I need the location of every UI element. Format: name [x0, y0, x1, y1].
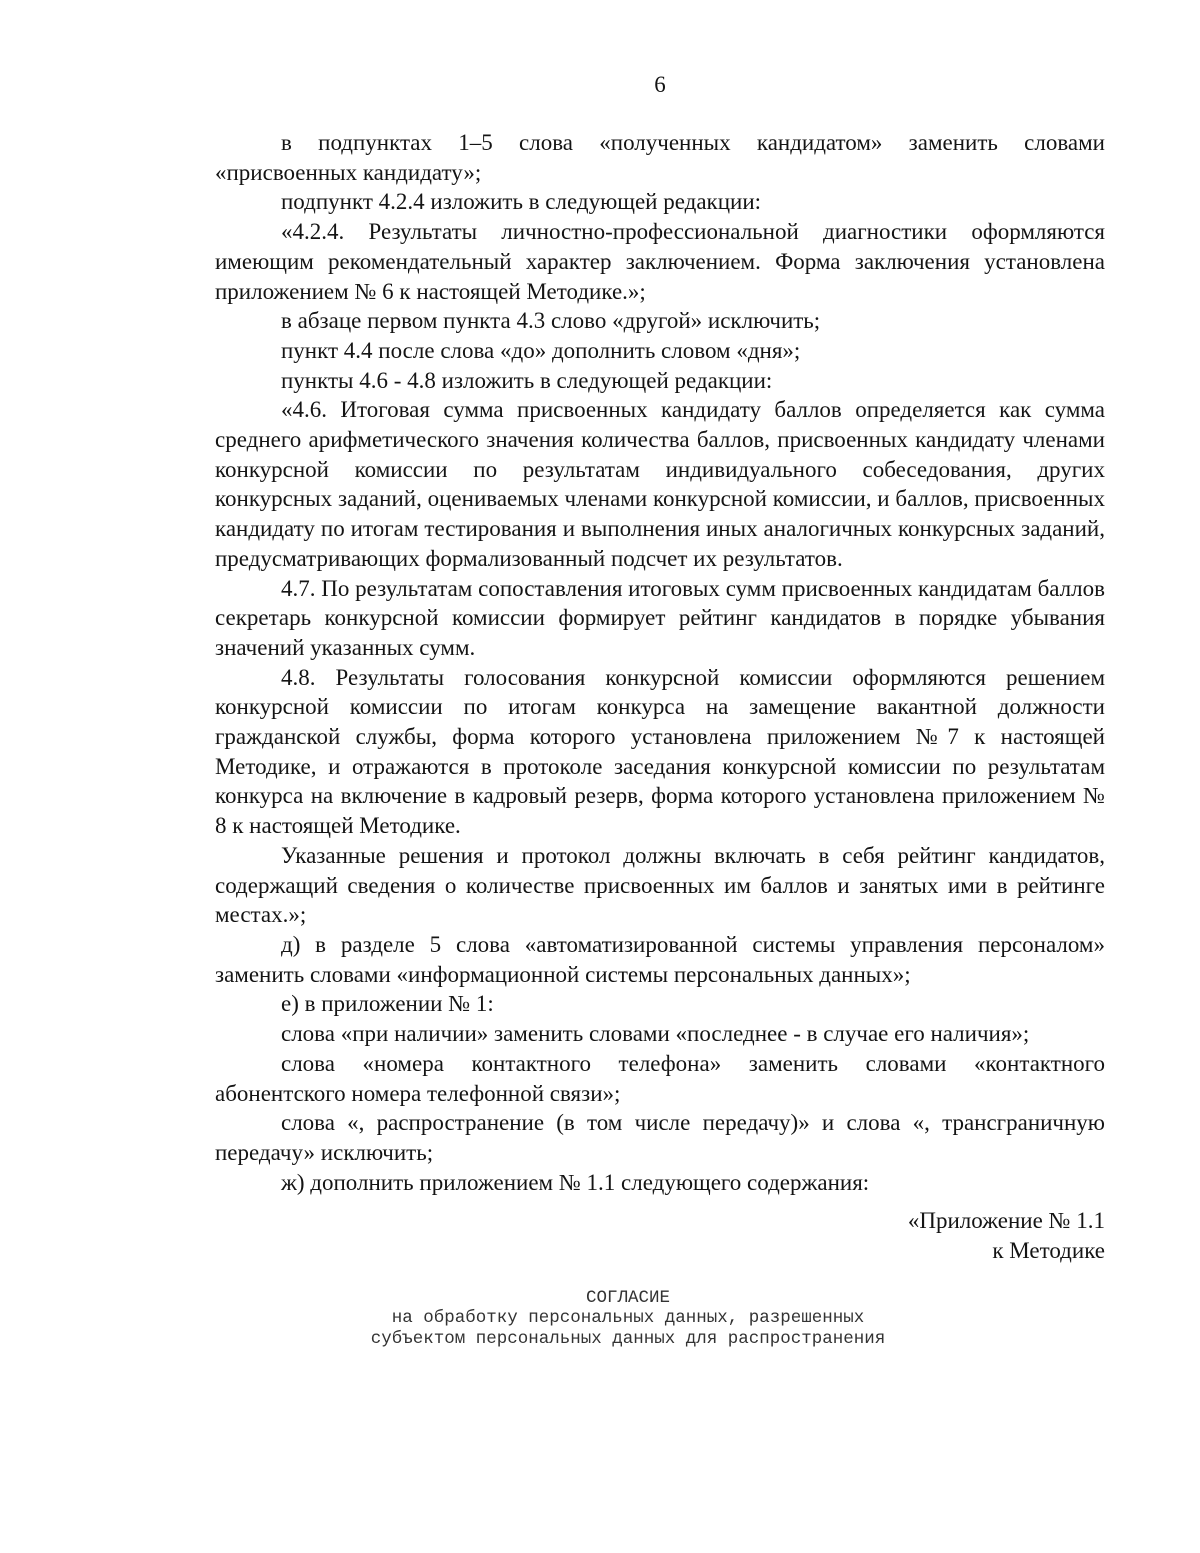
document-body: [215, 128, 1105, 1349]
paragraph: 4.8. Результаты голосования конкурсной комиссии оформляются решением конкурсной комиссии по итогам конкурса на замещение вакантной должности гражданской службы, форма которого установлена приложением №7 к настоящей Методике, и отражаются в протоколе заседания конкурсной комиссии по результатам конкурса на включение в кадровый резерв, форма которого установлена приложением № 8 к настоящей Методике.: [215, 664, 1105, 839]
paragraph: «4.6. Итоговая сумма присвоенных кандидату баллов определяется как сумма среднего арифметического значения количества баллов, присвоенных кандидату членами конкурсной комиссии по результатам индивидуального собеседования, других конкурсных заданий, оцениваемых членами конкурсной комиссии, и баллов, присвоенных кандидату по итогам тестирования и выполнения иных аналогичных конкурсных заданий, предусматривающих формализованный подсчет их результатов.: [215, 397, 1105, 571]
appendix-subtitle: к Методике: [992, 1238, 1105, 1264]
consent-subtitle-line: на обработку персональных данных, разрешенных: [391, 1308, 865, 1329]
paragraph: подпункт 4.2.4 изложить в следующей редакции:: [281, 189, 762, 215]
paragraph: в подпунктах 1–5 слова «полученных кандидатом» заменить словами «присвоенных кандидату»;: [215, 130, 1105, 185]
paragraph: слова «номера контактного телефона» заменить словами «контактного абонентского номера телефонной связи»;: [215, 1050, 1105, 1106]
paragraph: «4.2.4. Результаты личностно-профессиональной диагностики оформляются имеющим рекомендательный характер заключением. Форма заключения установлена приложением № 6 к настоящей Методике.»;: [215, 219, 1105, 304]
appendix-header: [215, 1206, 1105, 1265]
paragraph: пункты 4.6 - 4.8 изложить в следующей редакции:: [281, 367, 773, 393]
paragraph: ж) дополнить приложением № 1.1 следующего содержания:: [281, 1169, 870, 1195]
consent-subtitle-line: субъектом персональных данных для распространения: [370, 1328, 886, 1349]
appendix-title: «Приложение № 1.1: [907, 1208, 1105, 1234]
paragraph: е) в приложении № 1:: [281, 991, 494, 1017]
paragraph: слова «при наличии» заменить словами «последнее - в случае его наличия»;: [281, 1021, 1030, 1047]
paragraph: Указанные решения и протокол должны включать в себя рейтинг кандидатов, содержащий сведения о количестве присвоенных им баллов и занятых ими в рейтинге местах.»;: [215, 842, 1105, 928]
paragraph: в абзаце первом пункта 4.3 слово «другой» исключить;: [281, 308, 821, 334]
consent-heading: [215, 1288, 1041, 1350]
paragraph: пункт 4.4 после слова «до» дополнить словом «дня»;: [281, 337, 801, 363]
paragraph: 4.7. По результатам сопоставления итоговых сумм присвоенных кандидатам баллов секретарь конкурсной комиссии формирует рейтинг кандидатов в порядке убывания значений указанных сумм.: [215, 575, 1105, 660]
consent-title: СОГЛАСИЕ: [585, 1287, 670, 1308]
paragraph: д) в разделе 5 слова «автоматизированной системы управления персоналом» заменить словами «информационной системы персональных данных»;: [215, 931, 1105, 987]
page-number: 6: [654, 72, 666, 97]
paragraph: слова «, распространение (в том числе передачу)» и слова «, трансграничную передачу» исключить;: [215, 1110, 1105, 1165]
